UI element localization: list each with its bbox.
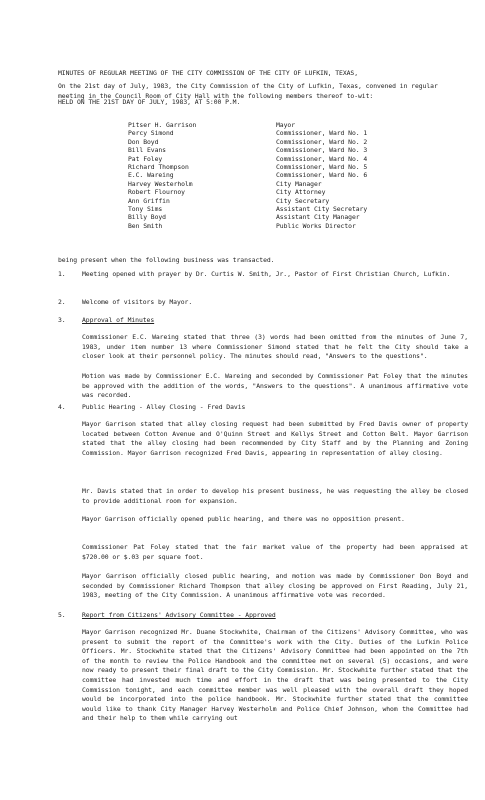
roster-row [128,163,367,171]
member-title: Commissioner, Ward No. 3 [276,146,368,155]
member-title: Commissioner, Ward No. 1 [276,129,368,138]
member-title: Commissioner, Ward No. 5 [276,162,368,171]
member-name: Bill Evans [128,146,166,155]
member-title: Commissioner, Ward No. 6 [276,171,368,180]
roster-row [128,171,367,179]
item-number: 5. [58,611,66,619]
member-title: Commissioner, Ward No. 4 [276,154,368,163]
roster-row [128,222,367,230]
member-name: Richard Thompson [128,162,189,171]
attendance-roster [128,121,367,230]
roster-row [128,138,367,146]
member-title: Commissioner, Ward No. 2 [276,137,368,146]
member-name: Pitser H. Garrison [128,121,197,129]
roster-row [128,121,367,129]
roster-row [128,146,367,154]
alley-value-paragraph: Commissioner Pat Foley stated that the fair market value of the property had been appraised at $720.00 or $.03 per square foot. [82,543,468,561]
alley-motion-paragraph: Mayor Garrison officially closed public hearing, and motion was made by Commissioner Don Boyd and seconded by Commissioner Richard Thompson that alley closing be approved on First Reading, July 21, 1983, meeting of the City Commission. A unanimous affirmative vote was recorded. [82,572,468,600]
roster-row [128,129,367,137]
member-name: Billy Boyd [128,213,166,222]
member-title: Assistant City Secretary [276,204,368,213]
title-line-1: MINUTES OF REGULAR MEETING OF THE CITY COMMISSION OF THE CITY OF LUFKIN, TEXAS, [58,69,359,78]
alley-request-paragraph: Mayor Garrison stated that alley closing request had been submitted by Fred Davis owner of property located between Cotton Avenue and O'Quinn Street and Kellys Street and Cotton Belt. Mayor Garrison stated that the alley closing had been recommended by City Staff and by the Planning and Zoning Commission. Mayor Garrison recognized Fred Davis, appearing in representation of alley closing. [82,420,468,457]
item-number: 1. [58,270,66,278]
minutes-motion-paragraph: Motion was made by Commissioner E.C. Wareing and seconded by Commissioner Pat Foley that the minutes be approved with the addition of the words, "Answers to the questions". A unanimous affirmative vote was recorded. [82,372,468,400]
member-name: Don Boyd [128,137,159,146]
member-name: Harvey Westerholm [128,179,193,188]
member-title: Assistant City Manager [276,213,360,222]
member-name: E.C. Wareing [128,171,174,180]
item-heading: Report from Citizens' Advisory Committee - Approved [82,611,276,619]
member-name: Tony Sims [128,204,163,213]
attendance-statement: being present when the following business was transacted. [58,256,275,264]
item-text: Meeting opened with prayer by Dr. Curtis W. Smith, Jr., Pastor of First Christian Church, Lufkin. [82,270,451,278]
alley-davis-paragraph: Mr. Davis stated that in order to develop his present business, he was requesting the alley be closed to provide additional room for expansion. [82,487,468,505]
roster-row [128,155,367,163]
item-number: 4. [58,403,66,411]
member-title: City Attorney [276,188,326,197]
member-name: Ann Griffin [128,196,170,205]
item-number: 2. [58,298,66,306]
item-heading: Public Hearing - Alley Closing - Fred Davis [82,403,246,411]
item-number: 3. [58,316,66,324]
roster-row [128,205,367,213]
minutes-correction-paragraph: Commissioner E.C. Wareing stated that three (3) words had been omitted from the minutes of June 7, 1983, under item number 13 where Commissioner Simond stated that he felt the City should take a closer look at their personnel policy. The minutes should read, "Answers to the questions". [82,333,468,361]
member-title: City Secretary [276,196,330,205]
roster-row [128,197,367,205]
member-title: Mayor [276,121,295,129]
member-name: Robert Flournoy [128,188,185,197]
member-title: Public Works Director [276,221,356,230]
item-text: Welcome of visitors by Mayor. [82,298,193,306]
member-name: Ben Smith [128,221,163,230]
intro-paragraph: On the 21st day of July, 1983, the City Commission of the City of Lufkin, Texas, convened in regular meeting in the Council Room of City Hall with the following members thereof to-wit: [58,82,438,100]
citizens-report-paragraph: Mayor Garrison recognized Mr. Duane Stockwhite, Chairman of the Citizens' Advisory Committee, who was present to submit the report of the Committee's work with the City. Duties of the Lufkin Police Officers. Mr. Stockwhite stated that the Citizens' Advisory Committee had been appointed on the 7th of the month to review the Police Handbook and the committee met on several (5) occasions, and were now ready to present their final draft to the City Commission. Mr. Stockwhite further stated that the committee had invested much time and effort in the draft that was being presented to the City Commission tonight, and each committee member was well pleased with the overall draft they hoped would be incorporated into the police handbook. Mr. Stockwhite further stated that the committee would like to thank City Manager Harvey Westerholm and Police Chief Johnson, whom the Committee had and their help to them while carrying out [82,628,468,723]
title-line-2: HELD ON THE 21ST DAY OF JULY, 1983, AT 5:00 P.M. [58,97,241,106]
member-name: Pat Foley [128,154,163,163]
member-title: City Manager [276,179,322,188]
alley-hearing-paragraph: Mayor Garrison officially opened public hearing, and there was no opposition present. [82,515,405,523]
roster-row [128,180,367,188]
roster-row [128,213,367,221]
member-name: Percy Simond [128,129,174,138]
roster-row [128,188,367,196]
item-heading: Approval of Minutes [82,316,155,324]
